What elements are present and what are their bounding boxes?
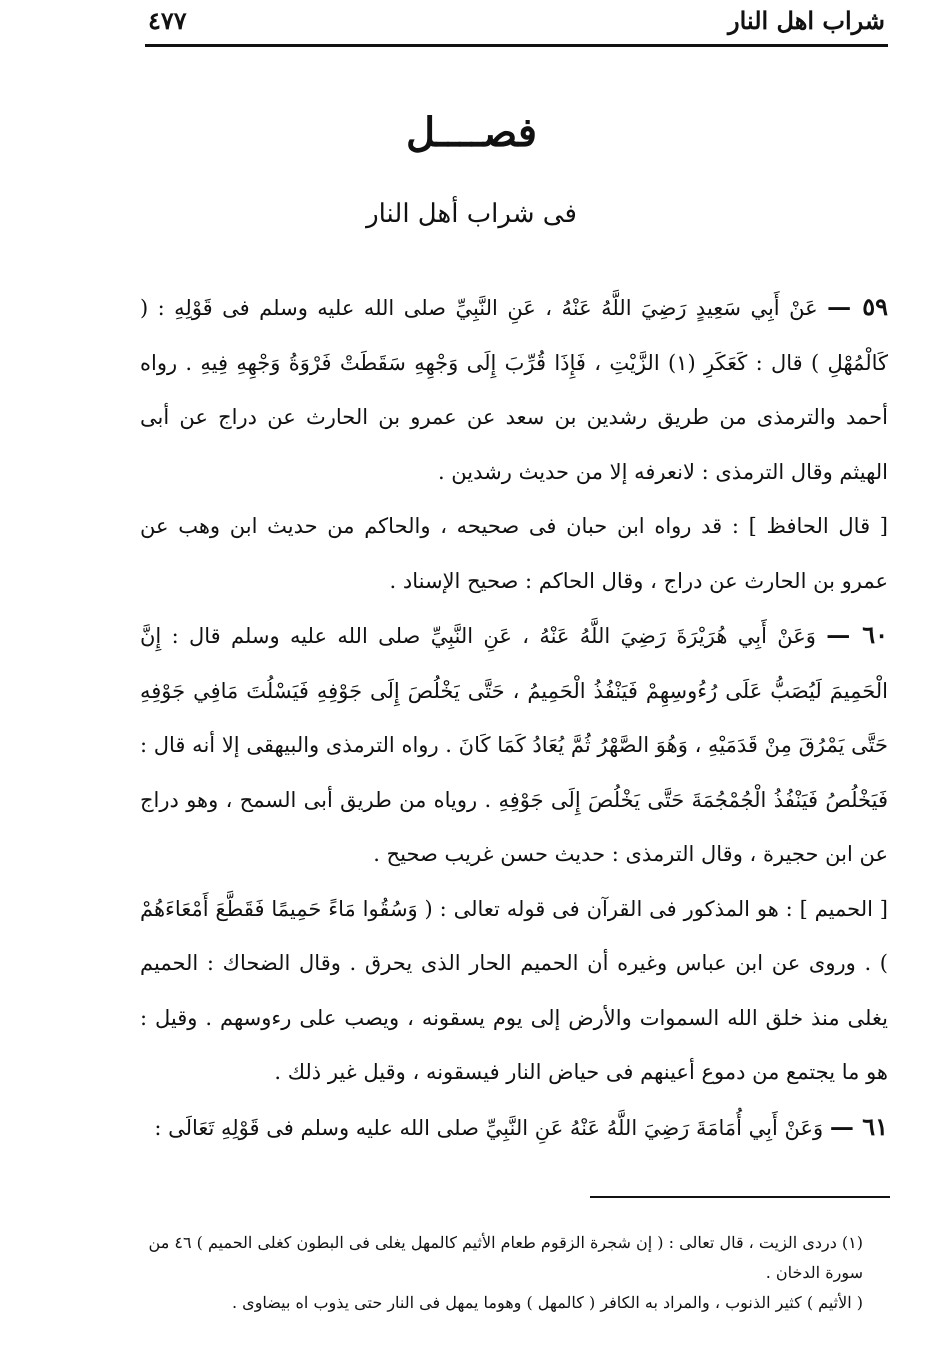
- hadith-number: ٦١ —: [829, 1111, 888, 1141]
- paragraph-text: وَعَنْ أَبِي هُرَيْرَةَ رَضِيَ اللَّهُ عَنْهُ ، عَنِ النَّبِيِّ صلى الله عليه وسلم قال : إِنَّ الْحَمِيمَ لَيُصَبُّ عَلَى رُءُوسِهِمْ فَيَنْفُذُ الْحَمِيمُ ، حَتَّى يَخْلُصَ إِلَى جَوْفِهِ فَيَسْلُتَ مَافِي جَوْفِهِ حَتَّى يَمْرُقَ مِنْ قَدَمَيْهِ ، وَهُوَ الصَّهْرُ ثُمَّ يُعَادُ كَمَا كَانَ . رواه الترمذى والبيهقى إلا أنه قال : فَيَخْلُصُ فَيَنْفُذُ الْجُمْجُمَةَ حَتَّى يَخْلُصَ إِلَى جَوْفِهِ . روياه من طريق أبى السمح ، وهو دراج عن ابن حجيرة ، وقال الترمذى : حديث حسن غريب صحيح .: [140, 624, 889, 866]
- section-subheading: فى شراب أهل النار: [366, 199, 577, 229]
- paragraph-59: [140, 280, 888, 499]
- paragraph-text: عَنْ أَبِي سَعِيدٍ رَضِيَ اللَّهُ عَنْهُ ، عَنِ النَّبِيِّ صلى الله عليه وسلم فى قَوْلِهِ : ( كَالْمُهْلِ ) قال : كَعَكَرِ (١) الزَّيْتِ ، فَإِذَا قُرِّبَ إِلَى وَجْهِهِ سَقَطَتْ فَرْوَةُ وَجْهِهِ فِيهِ . رواه أحمد والترمذى من طريق رشدين بن سعد عن عمرو بن الحارث عن دراج عن أبى الهيثم وقال الترمذى : لانعرفه إلا من حديث رشدين .: [140, 296, 888, 484]
- hadith-number: ٦٠ —: [826, 620, 888, 649]
- body-text: [140, 280, 888, 1155]
- page-number: ٤٧٧: [148, 6, 187, 35]
- running-title: شراب اهل النار: [728, 6, 885, 35]
- running-header: [148, 4, 885, 44]
- paragraph-61: [140, 1100, 888, 1156]
- hadith-number: ٥٩ —: [827, 292, 888, 321]
- paragraph-text: [ الحميم ] : هو المذكور فى القرآن فى قوله تعالى : ( وَسُقُوا مَاءً حَمِيمًا فَقَطَّعَ أَمْعَاءَهُمْ ) . وروى عن ابن عباس وغيره أن الحميم الحار الذى يحرق . وقال الضحاك : الحميم يغلى منذ خلق الله السموات والأرض إلى يوم يسقونه ، ويصب على رءوسهم . وقيل : هو ما يجتمع من دموع أعينهم فى حياض النار فيسقونه ، وقيل غير ذلك .: [140, 896, 888, 1084]
- footnote-rule: [590, 1196, 890, 1198]
- paragraph-text: وَعَنْ أَبِي أُمَامَةَ رَضِيَ اللَّهُ عَنْهُ عَنِ النَّبِيِّ صلى الله عليه وسلم فى قَوْلِهِ تَعَالَى :: [154, 1115, 824, 1140]
- header-rule: [145, 44, 888, 47]
- paragraph-hafiz-note: [140, 499, 888, 608]
- footnotes: [140, 1228, 863, 1318]
- paragraph-hamim-note: [140, 882, 888, 1100]
- footnote-1: (١) دردى الزيت ، قال تعالى : ( إن شجرة الزقوم طعام الأثيم كالمهل يغلى فى البطون كغلى الحميم ) ٤٦ من سورة الدخان .: [148, 1233, 863, 1282]
- paragraph-text: [ قال الحافظ ] : قد رواه ابن حبان فى صحيحه ، والحاكم من حديث ابن وهب عن عمرو بن الحارث عن دراج ، وقال الحاكم : صحيح الإسناد .: [140, 514, 888, 593]
- section-heading: فصــــل: [406, 109, 537, 156]
- paragraph-60: [140, 608, 888, 882]
- footnote-2: ( الأثيم ) كثير الذنوب ، والمراد به الكافر ( كالمهل ) وهوما يمهل فى النار حتى يذوب اه بيضاوى .: [232, 1293, 863, 1312]
